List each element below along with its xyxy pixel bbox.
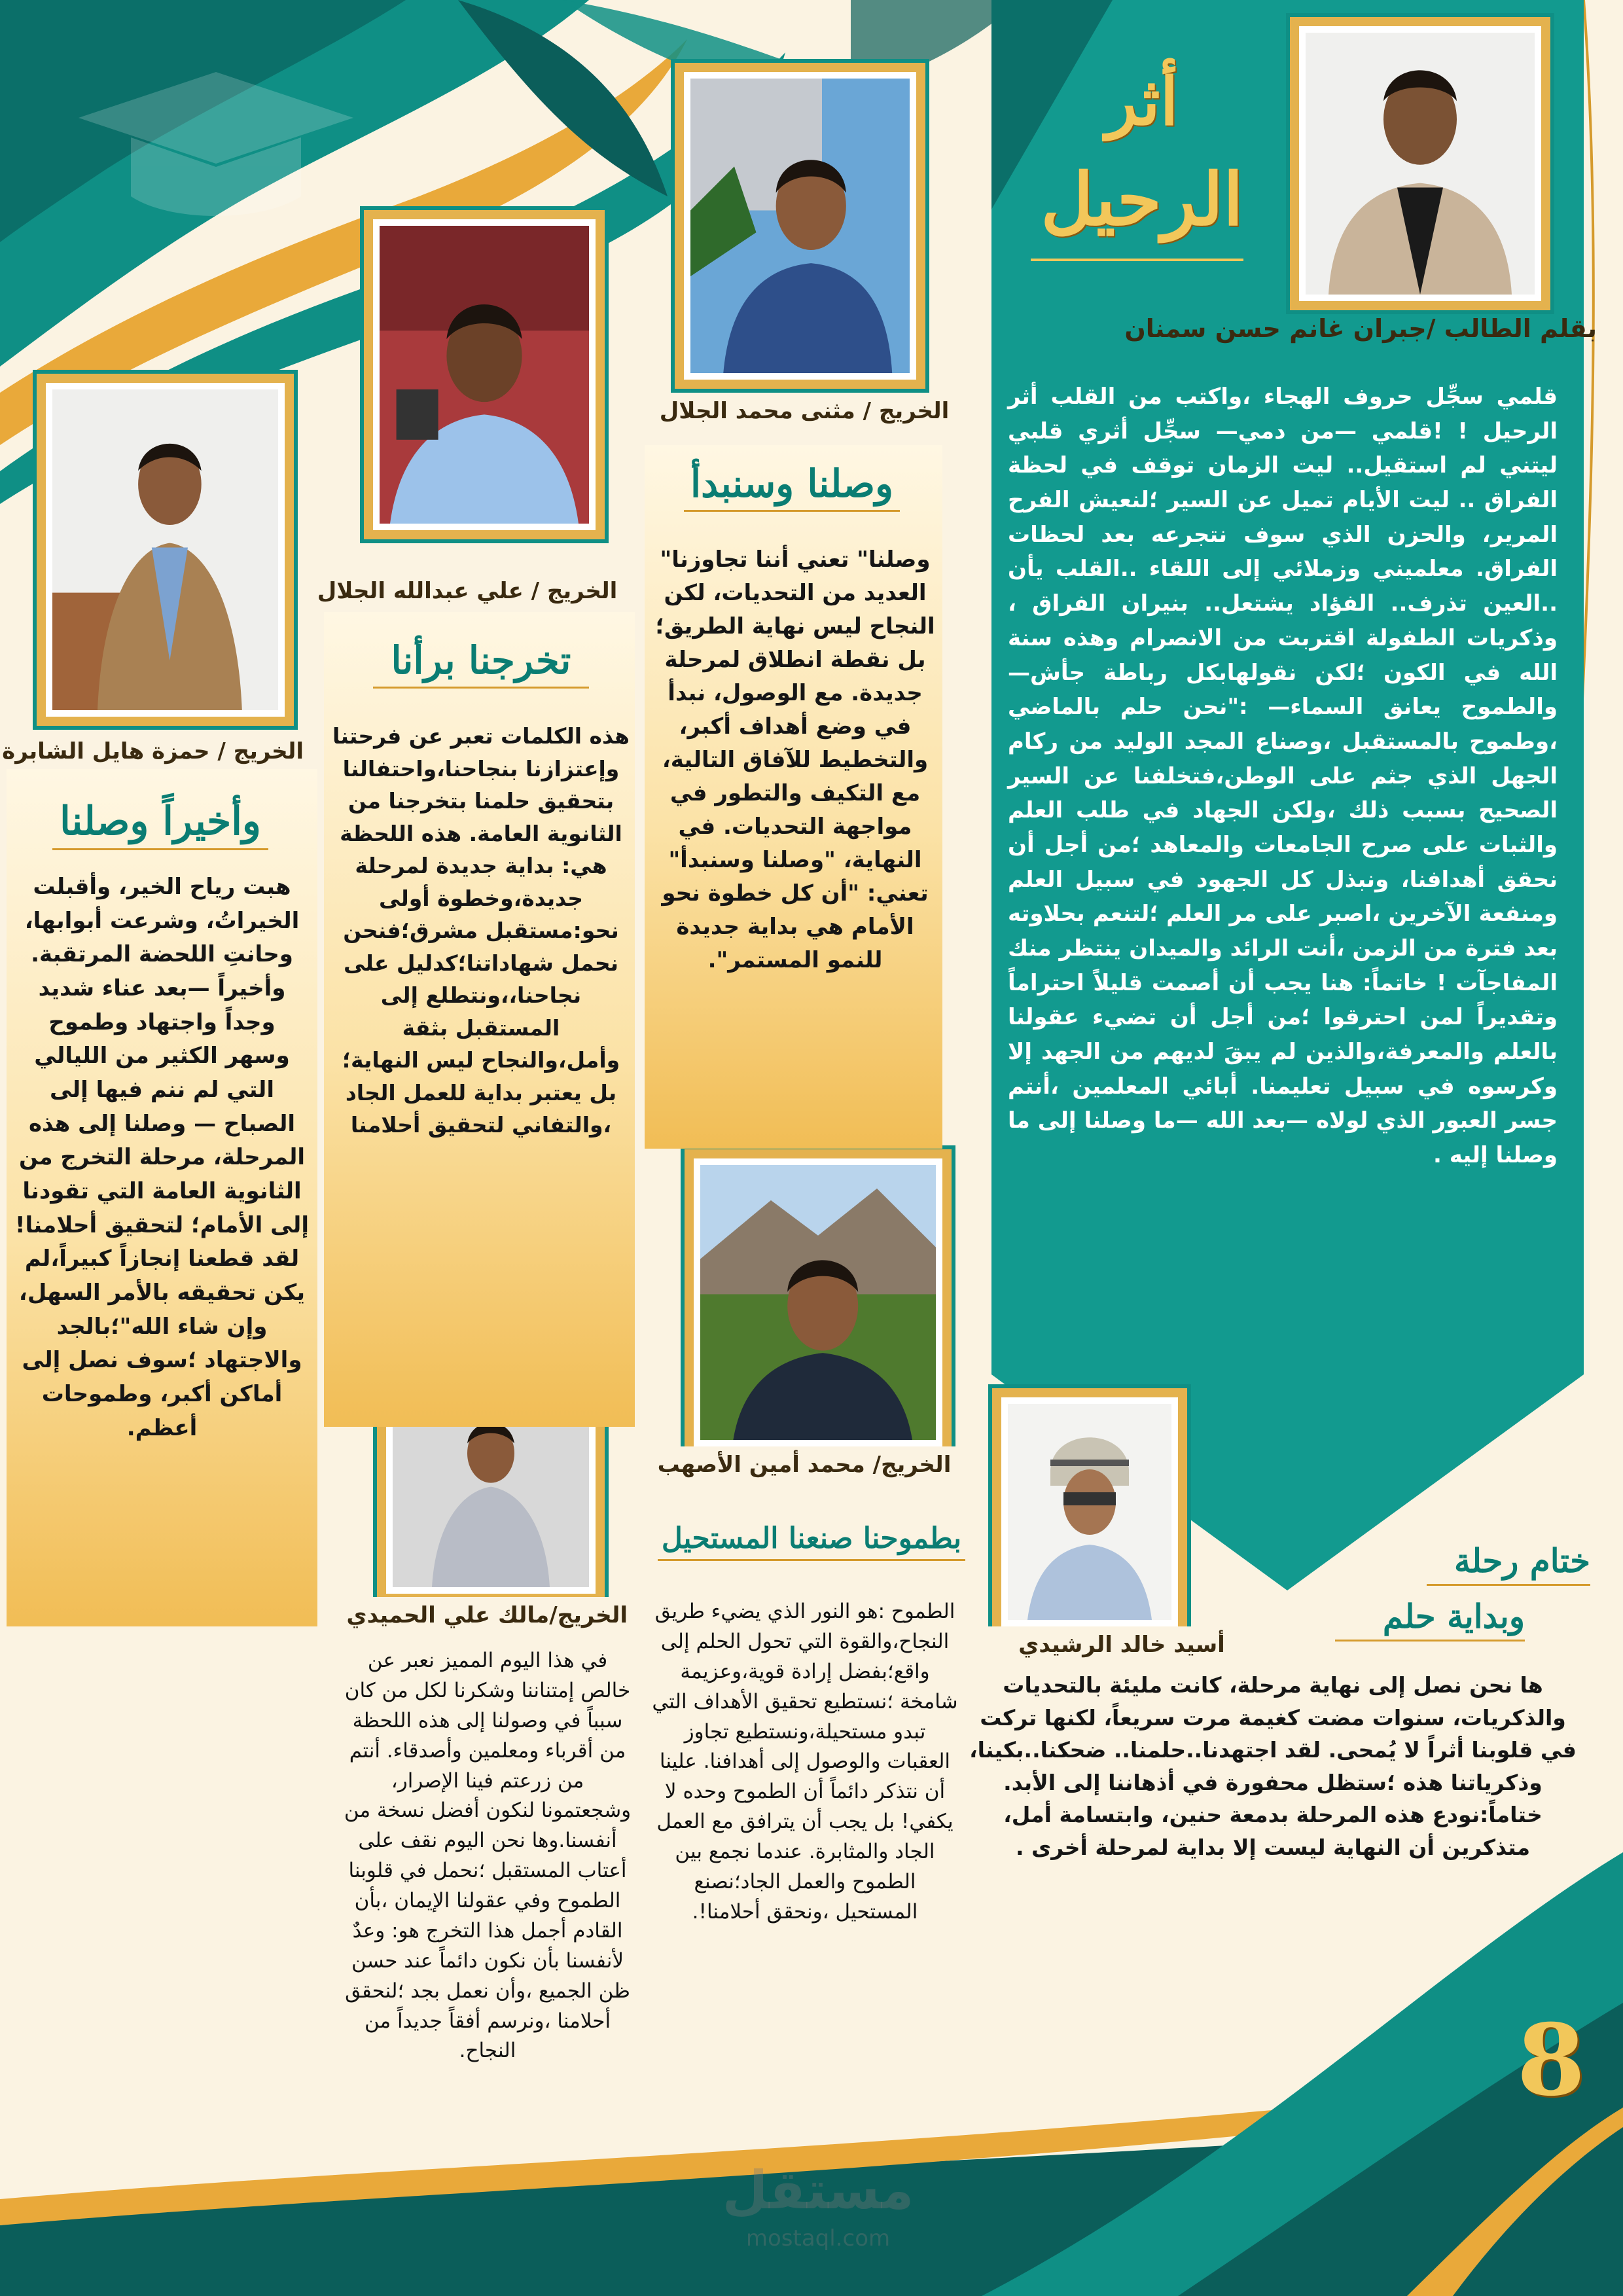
caption-malik: الخريج/مالك علي الحميدي [344, 1597, 637, 1634]
caption-aseed: أسيد خالد الرشيدي [985, 1626, 1258, 1663]
watermark-sub: mostaql.com [745, 2225, 891, 2251]
body-akhiran: هبت رياح الخير، وأقبلت الخيراتُ، وشرعت أبوابها، وحانتِ اللحضة المرتقبة. وأخيراً —بعد عناء شديد وجداً واجتهاد وطموح وسهر الكثير من الليالي التي لم ننم فيها إلى الصباح — وصلنا إلى هذه المرحلة، مرحلة التخرج من الثانوية العامة التي تقودنا إلى الأمام؛ لتحقيق أحلامنا! لقد قطعنا إنجازاً كبيراً،لم يكن تحقيقه بالأمر السهل، وإن شاء الله"؛بالجد والاجتهاد ؛سوف نصل إلى أماكن أكبر، وطموحات أعظم. [15, 874, 309, 1441]
title-wasalna-text: وصلنا وسنبدأ [690, 461, 893, 506]
hero-title-line2: الرحيل [1041, 157, 1243, 242]
title-khitam-line2-text: وبداية حلم [1382, 1597, 1525, 1636]
title-khitam-line1-text: ختام رحلة [1454, 1541, 1590, 1580]
photo-ali [373, 219, 596, 530]
title-khitam-line2 [1315, 1597, 1525, 1641]
photo-hamza [46, 383, 285, 717]
title-takharajna-text: تخرجنا برأنا [391, 638, 571, 683]
caption-ali: الخريج / علي عبدالله الجلال [304, 573, 630, 609]
title-wasalna [654, 461, 929, 512]
hero-body: قلمي سجِّل حروف الهجاء ،واكتب من القلب أثر الرحيل ! !قلمي —من دمي— سجِّل أثري قلبي ليتني لم استقيل.. ليت الزمان توقف في لحظة الفراق .. ليت الأيام تميل عن السير ؛لنعيش الفرح المرير، والحزن الذي سوف نتجرعه بعد لحظات الفراق. معلميني وزملائي إلى اللقاء ..القلب يأن ..العين تذرف.. الفؤاد يشتعل.. بنيران الفراق ، وذكريات الطفولة اقتربت من الانصرام وهذه سنة الله في الكون ؛لكن نقولهابكل رباطة جأش— والطموح يعانق السماء— :"نحن حلم بالماضي ،وطموح بالمستقبل ،وصناع المجد الوليد من ركام الجهل الذي جثم على الوطن،فتخلفنا عن السير الصحيح بسبب ذلك ،ولكن الجهاد في طلب العلم والثبات على صرح الجامعات والمعاهد ؛من أجل أن نحقق أهدافنا، ونبذل كل الجهود في سبيل العلم ومنفعة الآخرين ،اصبر على مر العلم ؛لتنعم بحلاوته بعد فترة من الزمن ،أنت الرائد والميدان ينتظر منك المفاجآت ! خاتماً: هنا يجب أن أصمت قليلاً احتراماً وتقديراً لمن احترقوا ؛من أجل أن تضيء عقولنا بالعلم والمعرفة،والذين لم يبقَ لديهم من الجهد إلا وكرسوه في سبيل تعليمنا. أبائي المعلمين ،أنتم جسر العبور الذي لولاه —بعد الله —ما وصلنا إلى ما وصلنا إليه . [1008, 384, 1558, 1169]
hero-title-line1: أثر [1105, 63, 1179, 140]
photo-mohammed [694, 1158, 942, 1446]
page-number: 8 [1516, 2003, 1586, 2118]
title-khitam-line1 [1407, 1541, 1590, 1586]
watermark: مستقل [722, 2160, 914, 2221]
body-takharajna: هذه الكلمات تعبر عن فرحتنا وإعتزازنا بنجاحنا،واحتفالنا بتحقيق حلمنا بتخرجنا من الثانوية العامة. هذه اللحظة هي: بداية جديدة لمرحلة جديدة،وخطوة أولى نحو:مستقبل مشرق؛فنحن نحمل شهاداتنا؛كدليل على نجاحنا،،ونتطلع إلى المستقبل بثقة وأمل،والنجاح ليس النهاية؛بل يعتبر بداية للعمل الجاد ،والتفاني لتحقيق أحلامنا [332, 723, 630, 1138]
title-akhiran-text: وأخيراً وصلنا [60, 798, 261, 844]
body-malik: في هذا اليوم المميز نعبر عن خالص إمتناننا وشكرنا لكل من كان سبباً في وصولنا إلى هذه اللحظة من أقرباء ومعلمين وأصدقاء. أنتم من زرعتم فينا الإصرار، وشجعتمونا لنكون أفضل نسخة من أنفسنا.وها نحن اليوم نقف على أعتاب المستقبل ؛نحمل في قلوبنا الطموح وفي عقولنا الإيمان ،بأن القادم أجمل هذا التخرج هو: وعدٌ لأنفسنا بأن نكون دائماً عند حسن ظن الجميع ،وأن نعمل بجد ؛لنحقق أحلامنا ،ونرسم أفقاً جديداً من النجاح. [344, 1649, 632, 2063]
photo-muthanna [684, 72, 916, 380]
caption-mohammed: الخريج/ محمد أمين الأصهب [638, 1446, 971, 1483]
hero-byline: بقلم الطالب /جبران غانم حسن سمنان [1124, 314, 1597, 343]
body-khitam: ها نحن نصل إلى نهاية مرحلة، كانت مليئة بالتحديات والذكريات، سنوات مضت كغيمة مرت سريعاً، لكنها تركت في قلوبنا أثراً لا يُمحى. لقد اجتهدنا..حلمنا.. ضحكنا..بكينا، وذكرياتنا هذه ؛ستظل محفورة في أذهاننا إلى الأبد. ختاماً:نودع هذه المرحلة بدمعة حنين، وابتسامة أمل، متذكرين أن النهاية ليست إلا بداية لمرحلة أخرى . [969, 1672, 1577, 1860]
body-tumuh: الطموح :هو النور الذي يضيء طريق النجاح،والقوة التي تحول الحلم إلى واقع؛بفضل إرادة قوية،وعزيمة شامخة ؛نستطيع تحقيق الأهداف التي تبدو مستحيلة،ونستطيع تجاوز العقبات والوصول إلى أهدافنا. علينا أن نتذكر دائماً أن الطموح وحده لا يكفي! بل يجب أن يترافق مع العمل الجاد والمثابرة. عندما نجمع بين الطموح والعمل الجاد؛نصنع المستحيل ،ونحقق أحلامنا!. [652, 1600, 958, 1924]
caption-muthanna: الخريج / مثنى محمد الجلال [645, 393, 964, 429]
caption-hamza: الخريج / حمزة هايل الشابرة [0, 733, 313, 770]
photo-jubran [1299, 26, 1541, 301]
title-takharajna [334, 638, 628, 689]
hero-title-underline [1031, 259, 1243, 261]
photo-aseed [1001, 1397, 1178, 1626]
title-tumuh-text: بطموحنا صنعنا المستحيل [661, 1522, 962, 1555]
body-wasalna: وصلنا" تعني أننا تجاوزنا" العديد من التحديات، لكن النجاح ليس نهاية الطريق؛ بل نقطة انطلاق لمرحلة جديدة. مع الوصول، نبدأ في وضع أهداف أكبر، والتخطيط للآفاق التالية، مع التكيف والتطور في مواجهة التحديات. في النهاية، "وصلنا وسنبدأ" تعني: "أن كل خطوة نحو الأمام هي بداية جديدة للنمو المستمر". [655, 547, 935, 973]
title-tumuh [648, 1522, 975, 1561]
title-akhiran [13, 798, 308, 850]
